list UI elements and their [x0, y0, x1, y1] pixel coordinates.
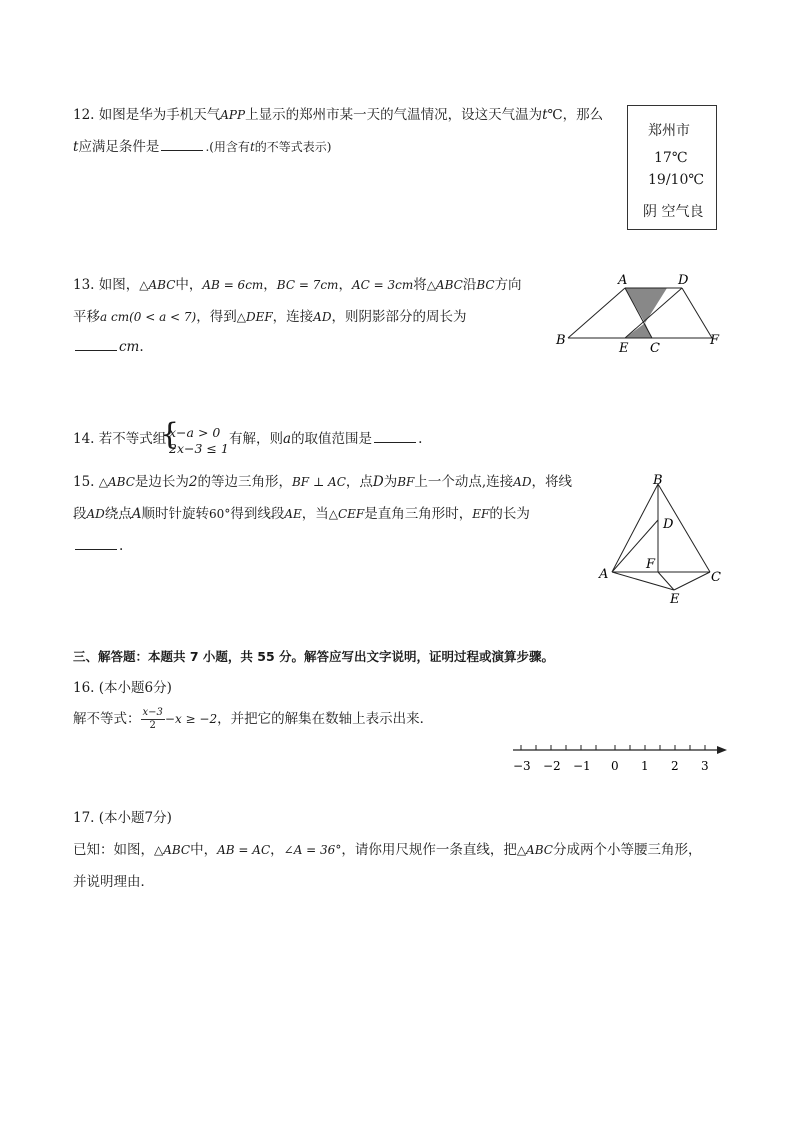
tick-label: −2	[543, 759, 561, 773]
tick-label: 3	[701, 759, 709, 773]
q12-line2: t应满足条件是 .(用含有t的不等式表示)	[73, 139, 332, 155]
weather-box	[627, 105, 717, 230]
q16-head: 16. (本小题6分)	[73, 680, 172, 696]
q13-line2: 平移a cm(0 < a < 7)，得到△DEF，连接AD，则阴影部分的周长为	[73, 309, 467, 325]
tick-label: 1	[641, 759, 649, 773]
label-A: A	[618, 273, 628, 288]
q13-line1: 13. 如图，△ABC中，AB = 6cm，BC = 7cm，AC = 3cm将△ABC沿BC方向	[73, 277, 522, 293]
q12-line1: 12. 如图是华为手机天气APP上显示的郑州市某一天的气温情况，设这天气温为t℃，那么	[73, 107, 604, 123]
q15-line3: .	[73, 537, 123, 554]
q16-line: 解不等式： $\frac{x-3}{2}$ −x ≥ −2，并把它的解集在数轴上表示出来．	[73, 707, 434, 731]
answer-blank[interactable]	[161, 138, 203, 151]
tick-label: 2	[671, 759, 679, 773]
system-line-2: 2x−3 ≤ 1	[169, 441, 229, 456]
answer-blank[interactable]	[75, 338, 117, 351]
weather-status: 阴 空气良	[643, 204, 704, 220]
label-C: C	[650, 341, 660, 356]
section-title: 三、解答题：本题共 7 小题，共 55 分。解答应写出文字说明，证明过程或演算步骤。	[73, 649, 555, 664]
q14-line-tail: 有解，则a的取值范围是 .	[229, 431, 423, 447]
q13-figure	[550, 268, 730, 358]
label-D: D	[663, 517, 674, 532]
label-C: C	[711, 570, 721, 585]
label-B: B	[556, 333, 566, 348]
label-A: A	[599, 567, 609, 582]
shaded-region-top	[625, 288, 667, 323]
tick-label: 0	[611, 759, 619, 773]
q15-line1: 15. △ABC是边长为2的等边三角形，BF ⊥ AC，点D为BF上一个动点,连接AD，将线	[73, 474, 572, 490]
label-F: F	[646, 557, 656, 572]
label-F: F	[710, 333, 720, 348]
q17-line1: 已知：如图，△ABC中，AB = AC，∠A = 36°，请你用尺规作一条直线，把△ABC分成两个小等腰三角形，	[73, 842, 702, 858]
weather-current-temp: 17℃	[654, 150, 688, 166]
arrow-right-icon	[717, 746, 727, 754]
weather-range: 19/10℃	[648, 172, 705, 188]
tick-label: −1	[573, 759, 591, 773]
answer-blank[interactable]	[374, 430, 416, 443]
label-B: B	[653, 473, 663, 488]
q17-line2: 并说明理由．	[73, 874, 154, 890]
label-E: E	[619, 341, 629, 356]
label-D: D	[678, 273, 689, 288]
q14-line: 14. 若不等式组	[73, 431, 167, 447]
system-line-1: x−a > 0	[169, 425, 221, 440]
q17-head: 17. (本小题7分)	[73, 810, 172, 826]
fraction: $\frac{x-3}{2}$	[142, 707, 163, 731]
tick-label: −3	[513, 759, 531, 773]
answer-blank[interactable]	[75, 537, 117, 550]
q15-figure	[594, 472, 734, 612]
q15-line2: 段AD绕点A顺时针旋转60°得到线段AE，当△CEF是直角三角形时，EF的长为	[73, 506, 530, 522]
weather-city: 郑州市	[648, 123, 690, 139]
system-brace: {	[160, 417, 180, 452]
label-E: E	[670, 592, 680, 607]
number-line[interactable]	[505, 738, 735, 778]
q13-line3: cm.	[73, 338, 144, 355]
